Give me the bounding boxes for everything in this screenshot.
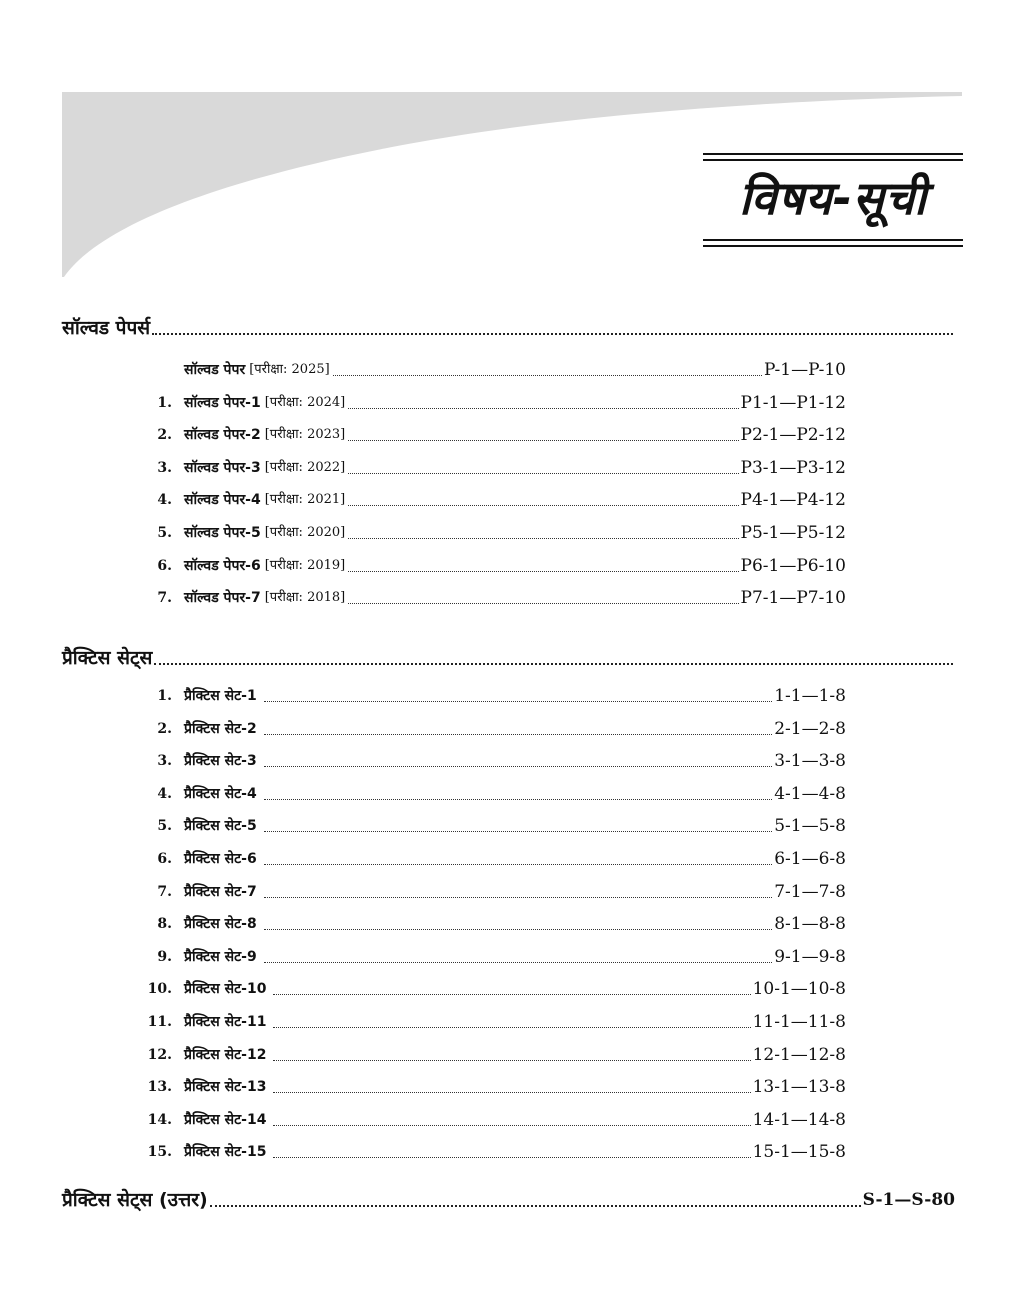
toc-entry — [140, 747, 846, 771]
entry-title: सॉल्वड पेपर-3 — [184, 460, 261, 476]
entry-page-range: 9-1—9-8 — [774, 947, 846, 967]
toc-entry — [140, 910, 846, 934]
toc-entry — [140, 356, 846, 380]
entry-number: 4. — [157, 492, 172, 508]
section-heading-row — [62, 1182, 955, 1212]
entry-page-range: 4-1—4-8 — [774, 784, 846, 804]
entry-exam-year: [परीक्षा: 2021] — [264, 492, 346, 507]
toc-entry — [140, 975, 846, 999]
entry-page-range: 12-1—12-8 — [752, 1045, 846, 1065]
entry-title: प्रैक्टिस सेट-6 — [184, 851, 257, 867]
entry-page-range: 10-1—10-8 — [752, 979, 846, 999]
entry-title: प्रैक्टिस सेट-13 — [184, 1079, 267, 1095]
dot-leader — [348, 571, 738, 572]
toc-entry — [140, 552, 846, 576]
entry-number: 3. — [157, 460, 172, 476]
entry-title: प्रैक्टिस सेट-8 — [184, 916, 257, 932]
dot-leader — [264, 831, 773, 832]
dot-leader — [273, 1125, 750, 1126]
entry-number: 1. — [157, 395, 172, 411]
entry-number: 3. — [157, 753, 172, 769]
entry-title: प्रैक्टिस सेट-9 — [184, 949, 257, 965]
entry-page-range: 13-1—13-8 — [752, 1077, 846, 1097]
toc-entry — [140, 1041, 846, 1065]
entry-title: सॉल्वड पेपर — [184, 362, 246, 378]
entry-number: 7. — [157, 590, 172, 606]
entry-title: प्रैक्टिस सेट-11 — [184, 1014, 267, 1030]
entry-exam-year: [परीक्षा: 2020] — [264, 525, 346, 540]
title-block — [703, 153, 963, 247]
section-heading-row — [62, 310, 955, 340]
entry-title: प्रैक्टिस सेट-3 — [184, 753, 257, 769]
dot-leader — [264, 766, 773, 767]
entry-page-range: 11-1—11-8 — [752, 1012, 846, 1032]
entry-title: प्रैक्टिस सेट-14 — [184, 1112, 267, 1128]
entry-page-range: P-1—P-10 — [764, 360, 846, 380]
dot-leader — [264, 799, 773, 800]
entry-number: 7. — [157, 884, 172, 900]
dot-leader — [348, 408, 738, 409]
page-title: विषय-सूची — [738, 171, 928, 225]
toc-entry — [140, 519, 846, 543]
entry-number: 4. — [157, 786, 172, 802]
entry-page-range: 15-1—15-8 — [752, 1142, 846, 1162]
entry-number: 5. — [157, 818, 172, 834]
dot-leader — [152, 333, 953, 335]
entry-number: 1. — [157, 688, 172, 704]
entry-number: 14. — [147, 1112, 172, 1128]
entry-number: 9. — [157, 949, 172, 965]
entry-title: प्रैक्टिस सेट-2 — [184, 721, 257, 737]
entry-number: 11. — [147, 1014, 172, 1030]
section-heading: सॉल्वड पेपर्स — [62, 317, 151, 339]
entry-title: प्रैक्टिस सेट-12 — [184, 1047, 267, 1063]
entry-page-range: 6-1—6-8 — [774, 849, 846, 869]
entry-page-range: 1-1—1-8 — [774, 686, 846, 706]
entry-number: 5. — [157, 525, 172, 541]
entry-page-range: P3-1—P3-12 — [740, 458, 846, 478]
toc-entry — [140, 845, 846, 869]
entry-number: 8. — [157, 916, 172, 932]
entry-title: सॉल्वड पेपर-6 — [184, 558, 261, 574]
dot-leader — [348, 505, 738, 506]
entry-page-range: 14-1—14-8 — [752, 1110, 846, 1130]
entry-page-range: 3-1—3-8 — [774, 751, 846, 771]
toc-entry — [140, 1138, 846, 1162]
dot-leader — [348, 440, 738, 441]
dot-leader — [348, 473, 738, 474]
dot-leader — [273, 1060, 750, 1061]
section-heading-row — [62, 640, 955, 670]
entry-title: प्रैक्टिस सेट-10 — [184, 981, 267, 997]
entry-number: 6. — [157, 851, 172, 867]
dot-leader — [264, 701, 773, 702]
entry-page-range: P7-1—P7-10 — [740, 588, 846, 608]
dot-leader — [154, 663, 953, 665]
dot-leader — [264, 864, 773, 865]
dot-leader — [264, 929, 773, 930]
toc-entry — [140, 1106, 846, 1130]
entry-exam-year: [परीक्षा: 2023] — [264, 427, 346, 442]
entry-page-range: P4-1—P4-12 — [740, 490, 846, 510]
dot-leader — [348, 538, 738, 539]
entry-title: प्रैक्टिस सेट-1 — [184, 688, 257, 704]
entry-exam-year: [परीक्षा: 2025] — [249, 362, 330, 377]
toc-entry — [140, 943, 846, 967]
toc-entry — [140, 682, 846, 706]
entry-page-range: P5-1—P5-12 — [740, 523, 846, 543]
dot-leader — [273, 994, 750, 995]
toc-entry — [140, 1008, 846, 1032]
entry-title: सॉल्वड पेपर-1 — [184, 395, 261, 411]
entry-exam-year: [परीक्षा: 2024] — [264, 395, 346, 410]
entry-title: प्रैक्टिस सेट-5 — [184, 818, 257, 834]
dot-leader — [210, 1205, 861, 1207]
entry-number: 10. — [147, 981, 172, 997]
entry-exam-year: [परीक्षा: 2019] — [264, 558, 346, 573]
entry-number: 2. — [157, 721, 172, 737]
dot-leader — [273, 1092, 750, 1093]
entry-number: 6. — [157, 558, 172, 574]
toc-entry — [140, 780, 846, 804]
dot-leader — [348, 603, 738, 604]
entry-number: 13. — [147, 1079, 172, 1095]
toc-entry — [140, 715, 846, 739]
entry-title: प्रैक्टिस सेट-15 — [184, 1144, 267, 1160]
entry-page-range: 8-1—8-8 — [774, 914, 846, 934]
entry-exam-year: [परीक्षा: 2022] — [264, 460, 346, 475]
dot-leader — [273, 1157, 750, 1158]
toc-entry — [140, 486, 846, 510]
entry-page-range: P2-1—P2-12 — [740, 425, 846, 445]
entry-number: 15. — [147, 1144, 172, 1160]
toc-entry — [140, 389, 846, 413]
entry-page-range: 7-1—7-8 — [774, 882, 846, 902]
entry-exam-year: [परीक्षा: 2018] — [264, 590, 346, 605]
entry-title: प्रैक्टिस सेट-4 — [184, 786, 257, 802]
entry-title: सॉल्वड पेपर-4 — [184, 492, 261, 508]
entry-page-range: 2-1—2-8 — [774, 719, 846, 739]
toc-entry — [140, 454, 846, 478]
dot-leader — [333, 375, 762, 376]
entry-number: 12. — [147, 1047, 172, 1063]
section-heading: प्रैक्टिस सेट्स (उत्तर) — [62, 1189, 208, 1211]
section-heading: प्रैक्टिस सेट्स — [62, 647, 153, 669]
entry-number: 2. — [157, 427, 172, 443]
entry-title: सॉल्वड पेपर-2 — [184, 427, 261, 443]
entry-title: सॉल्वड पेपर-5 — [184, 525, 261, 541]
toc-entry — [140, 1073, 846, 1097]
entry-page-range: P1-1—P1-12 — [740, 393, 846, 413]
dot-leader — [264, 734, 773, 735]
toc-entry — [140, 584, 846, 608]
entry-title: सॉल्वड पेपर-7 — [184, 590, 261, 606]
entry-page-range: P6-1—P6-10 — [740, 556, 846, 576]
toc-entry — [140, 812, 846, 836]
toc-entry — [140, 421, 846, 445]
entry-title: प्रैक्टिस सेट-7 — [184, 884, 257, 900]
section-page-range: S-1—S-80 — [862, 1190, 955, 1210]
entry-page-range: 5-1—5-8 — [774, 816, 846, 836]
dot-leader — [264, 897, 773, 898]
dot-leader — [264, 962, 773, 963]
toc-entry — [140, 878, 846, 902]
dot-leader — [273, 1027, 750, 1028]
